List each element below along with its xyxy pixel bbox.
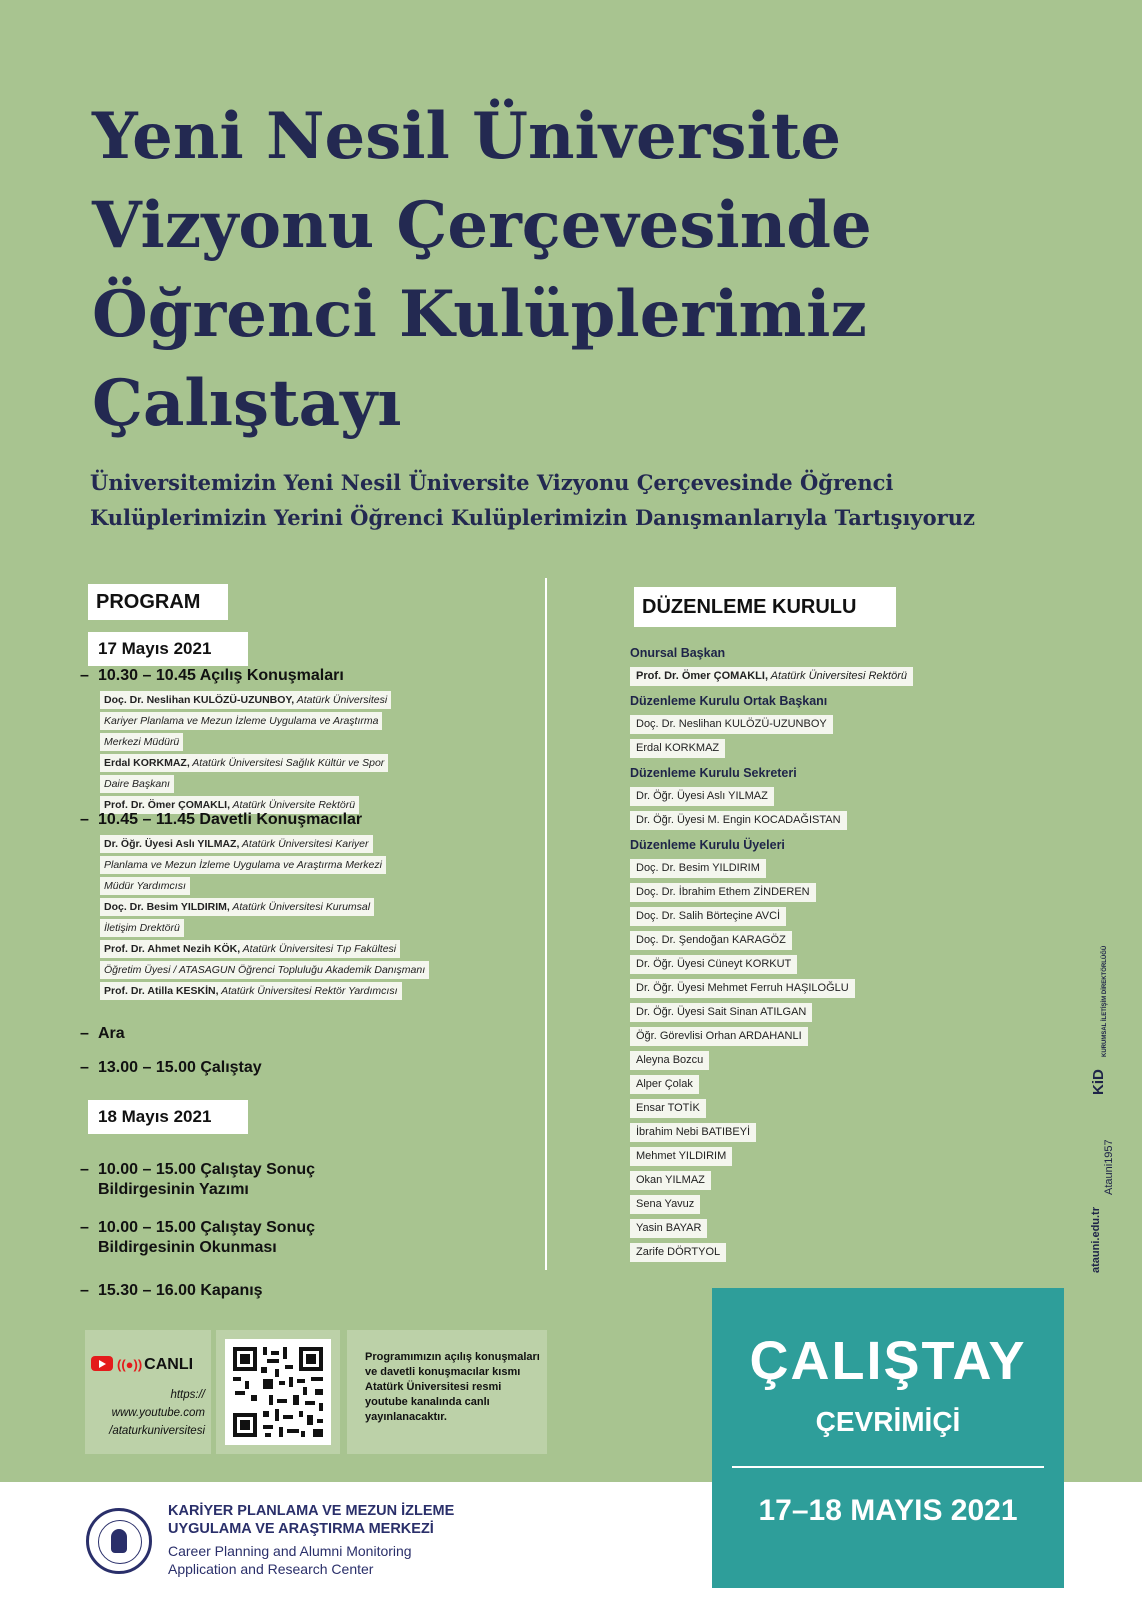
website-link[interactable]: atauni.edu.tr [1090,1206,1102,1273]
session-text: Bildirgesinin Yazımı [98,1181,249,1198]
center-name-en: Career Planning and Alumni Monitoring Application and Research Center [168,1543,412,1577]
speaker-line: Müdür Yardımcısı [100,876,500,895]
youtube-url[interactable]: https:// www.youtube.com /ataturkuniversitesi [109,1389,205,1437]
committee-member: Aleyna Bozcu [630,1050,1050,1070]
subtitle-line: Üniversitemizin Yeni Nesil Üniversite Vizyonu Çerçevesinde Öğrenci [90,470,894,495]
committee-member: Doç. Dr. Besim YILDIRIM [630,858,1050,878]
committee-member: Dr. Öğr. Üyesi Cüneyt KORKUT [630,954,1050,974]
page-title [92,92,1052,448]
session-closing: – 15.30 – 16.00 Kapanış [80,1282,263,1299]
day1-label: 17 Mayıs 2021 [88,632,248,666]
subtitle-line: Kulüplerimizin Yerini Öğrenci Kulüplerimizin Danışmanlarıyla Tartışıyoruz [90,505,975,530]
session-text: 10.30 – 10.45 Açılış Konuşmaları [98,667,344,684]
committee-member: İbrahim Nebi BATIBEYİ [630,1122,1050,1142]
social-handle: Atauni1957 [1103,1139,1115,1195]
committee-member: Doç. Dr. İbrahim Ethem ZİNDEREN [630,882,1050,902]
calistay-title: ÇALIŞTAY [749,1331,1027,1391]
qr-code-icon[interactable] [225,1339,331,1445]
opening-speakers [100,690,500,816]
subtitle [90,465,1110,535]
title-line: Öğrenci Kulüplerimiz [92,277,867,352]
session-text: 15.30 – 16.00 Kapanış [98,1282,263,1299]
youtube-icon [91,1356,113,1371]
committee-member: Zarife DÖRTYOL [630,1242,1050,1262]
session-text: Ara [98,1025,125,1042]
speaker-line: Dr. Öğr. Üyesi Aslı YILMAZ, Atatürk Üniversitesi Kariyer [100,834,500,853]
calistay-date: 17–18 MAYIS 2021 [758,1494,1018,1527]
speaker-line: Prof. Dr. Ahmet Nezih KÖK, Atatürk Üniversitesi Tıp Fakültesi [100,939,500,958]
speaker-line: Merkezi Müdürü [100,732,500,751]
session-break: – Ara [80,1025,125,1042]
committee-heading: Düzenleme Kurulu Ortak Başkanı [630,694,828,708]
committee-member: Dr. Öğr. Üyesi Mehmet Ferruh HAŞILOĞLU [630,978,1050,998]
speaker-line: Öğretim Üyesi / ATASAGUN Öğrenci Topluluğu Akademik Danışmanı [100,960,500,979]
speaker-line: Planlama ve Mezun İzleme Uygulama ve Araştırma Merkezi [100,855,500,874]
speaker-line: Prof. Dr. Atilla KESKİN, Atatürk Üniversitesi Rektör Yardımcısı [100,981,500,1000]
university-seal-icon [86,1508,152,1574]
committee-heading: Onursal Başkan [630,646,726,660]
session-opening: – 10.30 – 10.45 Açılış Konuşmaları [80,667,344,684]
divider [732,1466,1044,1468]
speaker-line: Prof. Dr. Ömer ÇOMAKLI, Atatürk Üniversite Rektörü [100,795,500,814]
title-line: Yeni Nesil Üniversite [92,99,842,174]
qr-box [216,1330,340,1454]
speaker-line: Daire Başkanı [100,774,500,793]
committee-heading: Düzenleme Kurulu Üyeleri [630,838,785,852]
committee-member: Dr. Öğr. Üyesi M. Engin KOCADAĞISTAN [630,810,1050,830]
committee-member: Okan YILMAZ [630,1170,1050,1190]
info-box [347,1330,547,1454]
guest-speakers [100,834,500,1002]
committee-member: Erdal KORKMAZ [630,738,1050,758]
committee-member: Sena Yavuz [630,1194,1050,1214]
committee-member: Ensar TOTİK [630,1098,1050,1118]
speaker-line: Doç. Dr. Neslihan KULÖZÜ-UZUNBOY, Atatürk Üniversitesi [100,690,500,709]
day2-label: 18 Mayıs 2021 [88,1100,248,1134]
session-text: 10.00 – 15.00 Çalıştay Sonuç [98,1219,316,1236]
session-text: Bildirgesinin Okunması [98,1239,277,1256]
center-name-tr: KARİYER PLANLAMA VE MEZUN İZLEME UYGULAMA VE ARAŞTIRMA MERKEZİ [168,1503,455,1537]
session-workshop: – 13.00 – 15.00 Çalıştay [80,1059,262,1076]
session-text: 13.00 – 15.00 Çalıştay [98,1059,262,1076]
committee-member: Yasin BAYAR [630,1218,1050,1238]
session-declaration-writing: – 10.00 – 15.00 Çalıştay Sonuç Bildirgesinin Yazımı [80,1161,316,1198]
committee-member: Mehmet YILDIRIM [630,1146,1050,1166]
speaker-line: Kariyer Planlama ve Mezun İzleme Uygulama ve Araştırma [100,711,500,730]
session-text: 10.00 – 15.00 Çalıştay Sonuç [98,1161,316,1178]
live-broadcast-icon: ((●)) [117,1357,143,1372]
kid-text: KURUMSAL İLETİŞİM DİREKTÖRLÜĞÜ [1102,945,1108,1057]
calistay-online: ÇEVRİMİÇİ [815,1406,961,1437]
committee-heading: Düzenleme Kurulu Sekreteri [630,766,797,780]
calistay-box [712,1288,1064,1588]
live-box [85,1330,211,1454]
speaker-line: İletişim Drektörü [100,918,500,937]
committee-member: Doç. Dr. Salih Börteçine AVCİ [630,906,1050,926]
live-label: ((●)) CANLI [91,1356,193,1374]
committee-member: Öğr. Görevlisi Orhan ARDAHANLI [630,1026,1050,1046]
committee-member: Dr. Öğr. Üyesi Aslı YILMAZ [630,786,1050,806]
info-text: Programımızın açılış konuşmaları ve davetli konuşmacılar kısmı Atatürk Üniversitesi resmi youtube kanalında canlı yayınlanacaktır. [365,1351,540,1423]
committee-member: Alper Çolak [630,1074,1050,1094]
title-line: Vizyonu Çerçevesinde [92,188,872,263]
committee-member: Doç. Dr. Şendoğan KARAGÖZ [630,930,1050,950]
committee-list [630,638,1050,1262]
committee-member: Dr. Öğr. Üyesi Sait Sinan ATILGAN [630,1002,1050,1022]
committee-member: Prof. Dr. Ömer ÇOMAKLI, Atatürk Üniversitesi Rektörü [630,666,1050,686]
speaker-line: Erdal KORKMAZ, Atatürk Üniversitesi Sağlık Kültür ve Spor [100,753,500,772]
kid-logo: KiD [1090,1069,1107,1095]
speaker-line: Doç. Dr. Besim YILDIRIM, Atatürk Üniversitesi Kurumsal [100,897,500,916]
committee-member: Doç. Dr. Neslihan KULÖZÜ-UZUNBOY [630,714,1050,734]
program-label: PROGRAM [88,584,228,620]
committee-label: DÜZENLEME KURULU [634,587,896,627]
title-line: Çalıştayı [92,366,402,441]
session-text: 10.45 – 11.45 Davetli Konuşmacılar [98,811,363,828]
side-branding [1090,945,1115,1275]
session-guests: – 10.45 – 11.45 Davetli Konuşmacılar [80,811,363,828]
session-declaration-reading: – 10.00 – 15.00 Çalıştay Sonuç Bildirgesinin Okunması [80,1219,316,1256]
column-divider [545,578,547,1270]
